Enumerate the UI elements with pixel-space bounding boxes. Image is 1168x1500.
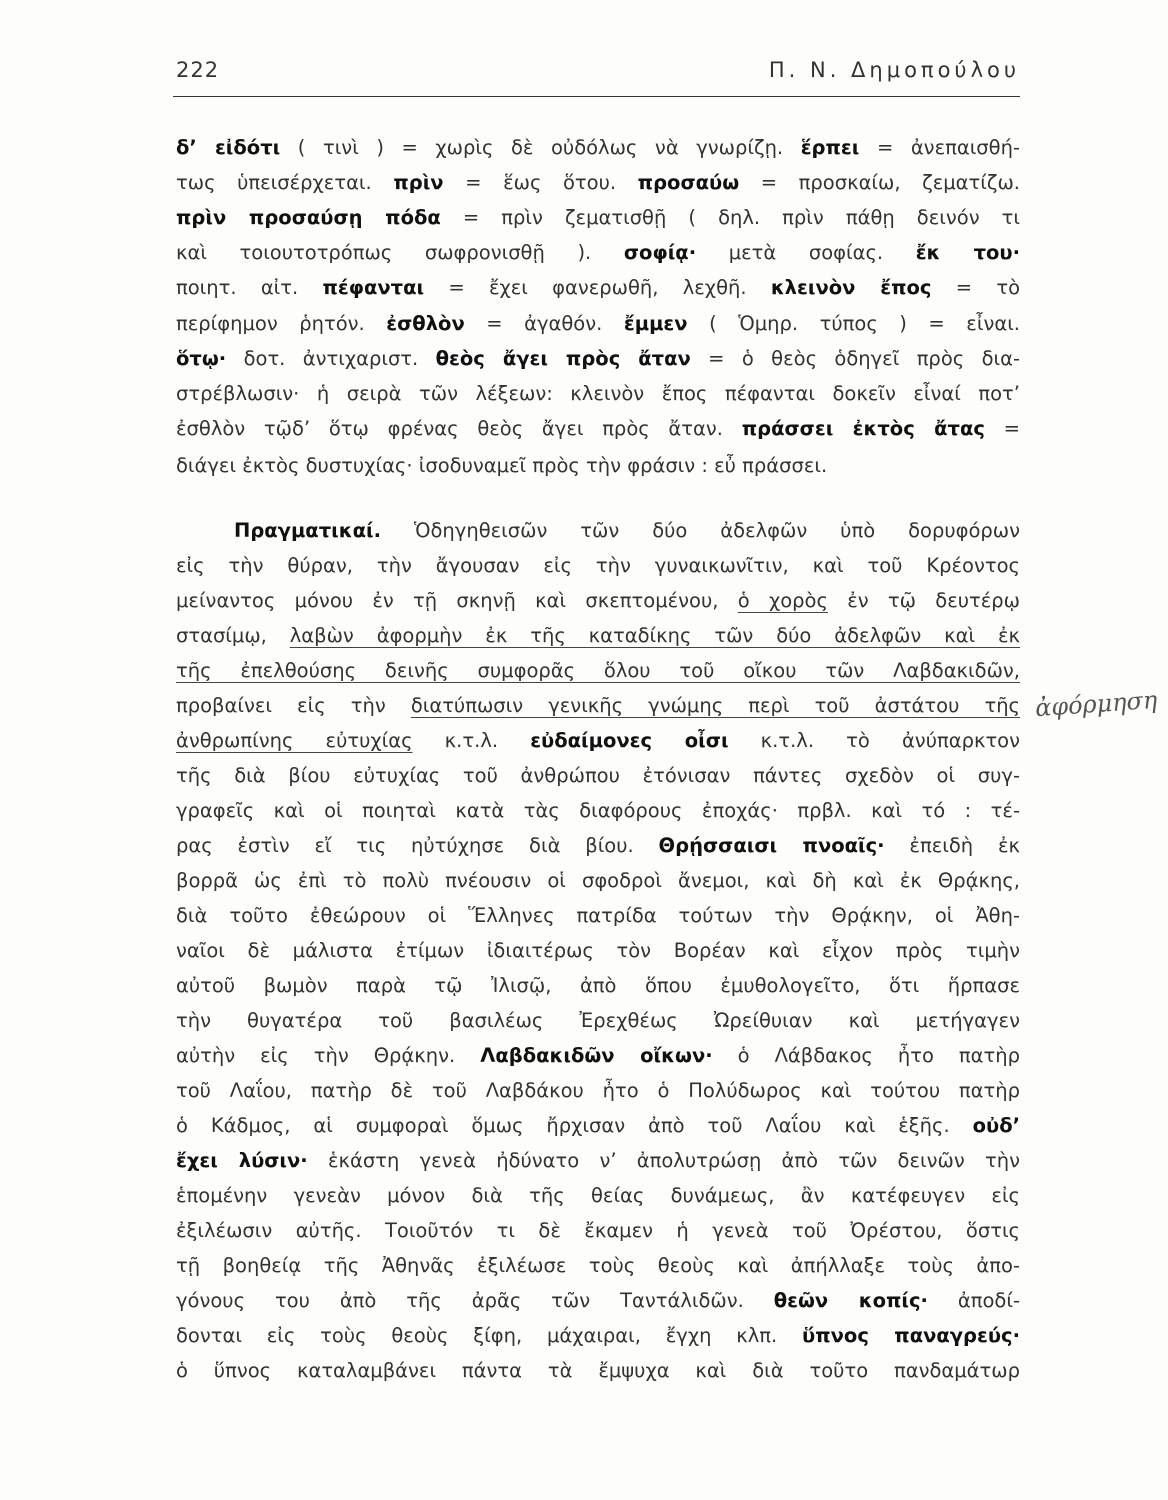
bold-lemma: κλεινὸν ἔπος <box>770 276 932 299</box>
text-run: ἐν τῷ δευτέρῳ <box>827 589 1020 612</box>
text-run: στρέβλωσιν· ἡ σειρὰ τῶν λέξεων: κλεινὸν ἔπος πέφανται δοκεῖν εἶναί ποτ’ <box>176 382 1020 405</box>
text-line <box>176 865 1020 897</box>
text-run: = τὸ <box>931 276 1020 299</box>
text-run: βορρᾶ ὡς ἐπὶ τὸ πολὺ πνέουσιν οἱ σφοδροὶ ἄνεμοι, καὶ δὴ καὶ ἐκ Θρᾴκης, <box>176 869 1020 892</box>
underlined-phrase: τῆς ἐπελθούσης δεινῆς συμφορᾶς ὅλου τοῦ οἴκου τῶν Λαβδακιδῶν, <box>176 659 1020 682</box>
text-run: διὰ τοῦτο ἐθεώρουν οἱ Ἕλληνες πατρίδα τούτων τὴν Θρᾴκην, οἱ Ἀθη- <box>176 904 1020 927</box>
text-line <box>176 1250 1020 1282</box>
text-line <box>176 1320 1020 1352</box>
text-run: ὁ ὕπνος καταλαμβάνει πάντα τὰ ἔμψυχα καὶ διὰ τοῦτο πανδαμάτωρ <box>176 1359 1020 1382</box>
text-line <box>176 550 1020 582</box>
text-line <box>176 413 1020 445</box>
text-line <box>176 343 1020 375</box>
text-run: γραφεῖς καὶ οἱ ποιηταὶ κατὰ τὰς διαφόρους ἐποχάς· πρβλ. καὶ τό : τέ- <box>176 799 1020 822</box>
text-run: αὐτὴν εἰς τὴν Θρᾴκην. <box>176 1044 481 1067</box>
text-run: ( τινὶ ) = χωρὶς δὲ οὐδόλως νὰ γνωρίζῃ. <box>280 136 801 159</box>
underlined-phrase: διατύπωσιν γενικῆς γνώμης περὶ τοῦ ἀστάτου τῆς <box>410 694 1020 717</box>
text-line <box>176 1075 1020 1107</box>
text-run: = <box>984 417 1020 440</box>
text-line <box>176 970 1020 1002</box>
text-run: τῇ βοηθείᾳ τῆς Ἀθηνᾶς ἐξιλέωσε τοὺς θεοὺς καὶ ἀπήλλαξε τοὺς ἀπο- <box>176 1254 1020 1277</box>
text-run: = ἀγαθόν. <box>464 312 624 335</box>
text-run: περίφημον ῥητόν. <box>176 312 387 335</box>
bold-lemma: ἐσθλὸν <box>386 312 465 335</box>
bold-lemma: δ’ εἰδότι <box>176 136 281 159</box>
text-run: ρας ἐστὶν εἴ τις ηὐτύχησε διὰ βίου. <box>176 834 659 857</box>
text-run: Ὁδηγηθεισῶν τῶν δύο ἀδελφῶν ὑπὸ δορυφόρων <box>381 519 1020 542</box>
bold-lemma: πέφανται <box>322 276 425 299</box>
bold-lemma: σοφίᾳ· <box>623 241 697 264</box>
text-run: ποιητ. αἰτ. <box>176 276 323 299</box>
text-run: καὶ τοιουτοτρόπως σωφρονισθῇ ). <box>176 241 624 264</box>
underlined-phrase: ἀνθρωπίνης εὐτυχίας <box>176 729 413 752</box>
text-line <box>176 1285 1020 1317</box>
text-run: ὁ Κάδμος, αἱ συμφοραὶ ὅμως ἤρχισαν ἀπὸ τοῦ Λαΐου καὶ ἑξῆς. <box>176 1114 973 1137</box>
text-run: εἰς τὴν θύραν, τὴν ἄγουσαν εἰς τὴν γυναικωνῖτιν, καὶ τοῦ Κρέοντος <box>176 554 1020 577</box>
text-run: = ὁ θεὸς ὁδηγεῖ πρὸς δια- <box>690 347 1020 370</box>
bold-lemma: θεῶν κοπίς· <box>773 1289 928 1312</box>
text-run: κ.τ.λ. τὸ ἀνύπαρκτον <box>728 729 1020 752</box>
text-run: δονται εἰς τοὺς θεοὺς ξίφη, μάχαιραι, ἔγχη κλπ. <box>176 1324 803 1347</box>
text-run: ἐπειδὴ ἐκ <box>884 834 1020 857</box>
underlined-phrase: ὁ χορὸς <box>737 589 828 612</box>
text-line <box>176 202 1020 234</box>
text-run: δοτ. ἀντιχαριστ. <box>226 347 436 370</box>
text-run: = ἀνεπαισθή- <box>859 136 1020 159</box>
text-line <box>176 1040 1020 1072</box>
text-run: = ἕως ὅτου. <box>443 171 638 194</box>
text-run: = προσκαίω, ζεματίζω. <box>739 171 1020 194</box>
text-line <box>176 308 1020 340</box>
text-run: = ἔχει φανερωθῆ, λεχθῆ. <box>424 276 771 299</box>
text-run: ἐσθλὸν τῷδ’ ὅτῳ φρένας θεὸς ἄγει πρὸς ἄταν. <box>176 417 742 440</box>
bold-lemma: Λαβδακιδῶν οἴκων· <box>480 1044 713 1067</box>
text-run: ἑκάστη γενεὰ ἠδύνατο ν’ ἀπολυτρώσῃ ἀπὸ τῶν δεινῶν τὴν <box>307 1149 1020 1172</box>
bold-lemma: πρὶν <box>393 171 444 194</box>
page-number: 222 <box>176 58 220 82</box>
text-line <box>176 1215 1020 1247</box>
bold-lemma: πράσσει ἐκτὸς ἄτας <box>741 417 985 440</box>
text-line <box>176 725 1020 757</box>
text-run: προβαίνει εἰς τὴν <box>176 694 411 717</box>
text-line <box>176 378 1020 410</box>
text-line <box>176 167 1020 199</box>
text-run: μετὰ σοφίας. <box>696 241 916 264</box>
text-line <box>176 132 1020 164</box>
text-run: ἀποδί- <box>927 1289 1020 1312</box>
text-line <box>176 620 1020 652</box>
text-line <box>176 655 1020 687</box>
text-run: ὁ Λάβδακος ἦτο πατὴρ <box>712 1044 1020 1067</box>
text-run: μείναντος μόνου ἐν τῇ σκηνῇ καὶ σκεπτομένου, <box>176 589 738 612</box>
text-line <box>176 1355 1020 1387</box>
text-run: τῆς διὰ βίου εὐτυχίας τοῦ ἀνθρώπου ἐτόνισαν πάντες σχεδὸν οἱ συγ- <box>176 764 1020 787</box>
text-line <box>176 1145 1020 1177</box>
text-run: = πρὶν ζεματισθῇ ( δηλ. πρὶν πάθῃ δεινόν τι <box>440 206 1020 229</box>
running-head: Π. Ν. Δημοπούλου <box>768 58 1020 82</box>
text-line <box>176 760 1020 792</box>
bold-lemma: εὐδαίμονες οἶσι <box>530 729 729 752</box>
text-line <box>176 690 1020 722</box>
text-run: κ.τ.λ. <box>412 729 531 752</box>
text-line <box>176 237 1020 269</box>
text-run: αὐτοῦ βωμὸν παρὰ τῷ Ἰλισῷ, ἀπὸ ὅπου ἐμυθολογεῖτο, ὅτι ἥρπασε <box>176 974 1020 997</box>
bold-lemma: ἔχει λύσιν· <box>176 1149 308 1172</box>
text-line <box>176 900 1020 932</box>
bold-lemma: θεὸς ἄγει πρὸς ἄταν <box>435 347 691 370</box>
bold-lemma: προσαύω <box>637 171 740 194</box>
bold-lemma: ἕρπει <box>800 136 860 159</box>
text-run: ἑπομένην γενεὰν μόνον διὰ τῆς θείας δυνάμεως, ἂν κατέφευγεν εἰς <box>176 1184 1020 1207</box>
text-run: ἐξιλέωσιν αὐτῆς. Τοιοῦτόν τι δὲ ἔκαμεν ἡ γενεὰ τοῦ Ὀρέστου, ὅστις <box>176 1219 1020 1242</box>
text-run: γόνους του ἀπὸ τῆς ἀρᾶς τῶν Ταντάλιδῶν. <box>176 1289 774 1312</box>
text-line <box>176 795 1020 827</box>
text-run: ( Ὁμηρ. τύπος ) = εἶναι. <box>687 312 1020 335</box>
text-run: στασίμῳ, <box>176 624 290 647</box>
text-line <box>176 935 1020 967</box>
bold-lemma: οὐδ’ <box>972 1114 1020 1137</box>
header-rule <box>173 96 1020 97</box>
text-line <box>176 830 1020 862</box>
bold-lemma: Θρῄσσαισι πνοαῖς· <box>658 834 885 857</box>
text-run: διάγει ἐκτὸς δυστυχίας· ἰσοδυναμεῖ πρὸς τὴν φράσιν : εὖ πράσσει. <box>176 454 828 477</box>
bold-lemma: πρὶν προσαύσῃ πόδα <box>176 206 441 229</box>
text-line <box>176 1005 1020 1037</box>
underlined-phrase: λαβὼν ἀφορμὴν ἐκ τῆς καταδίκης τῶν δύο ἀδελφῶν καὶ ἐκ <box>289 624 1020 647</box>
text-run: τως ὑπεισέρχεται. <box>176 171 394 194</box>
text-line <box>234 515 1020 547</box>
text-line <box>176 1110 1020 1142</box>
text-run: τοῦ Λαΐου, πατὴρ δὲ τοῦ Λαβδάκου ἦτο ὁ Πολύδωρος καὶ τούτου πατὴρ <box>176 1079 1020 1102</box>
bold-lemma: ὅτῳ· <box>176 347 227 370</box>
bold-lemma: ὕπνος παναγρεύς· <box>802 1324 1020 1347</box>
text-line <box>176 450 1020 482</box>
text-run: τὴν θυγατέρα τοῦ βασιλέως Ἐρεχθέως Ὠρείθυιαν καὶ μετήγαγεν <box>176 1009 1020 1032</box>
text-run: ναῖοι δὲ μάλιστα ἐτίμων ἰδιαιτέρως τὸν Βορέαν καὶ εἶχον πρὸς τιμὴν <box>176 939 1020 962</box>
bold-lemma: ἔκ του· <box>915 241 1020 264</box>
text-line <box>176 1180 1020 1212</box>
bold-lemma: Πραγματικαί. <box>234 519 382 542</box>
text-line <box>176 272 1020 304</box>
handwritten-margin-note: ἀφόρμηση <box>1034 685 1159 723</box>
bold-lemma: ἔμμεν <box>623 312 688 335</box>
text-line <box>176 585 1020 617</box>
